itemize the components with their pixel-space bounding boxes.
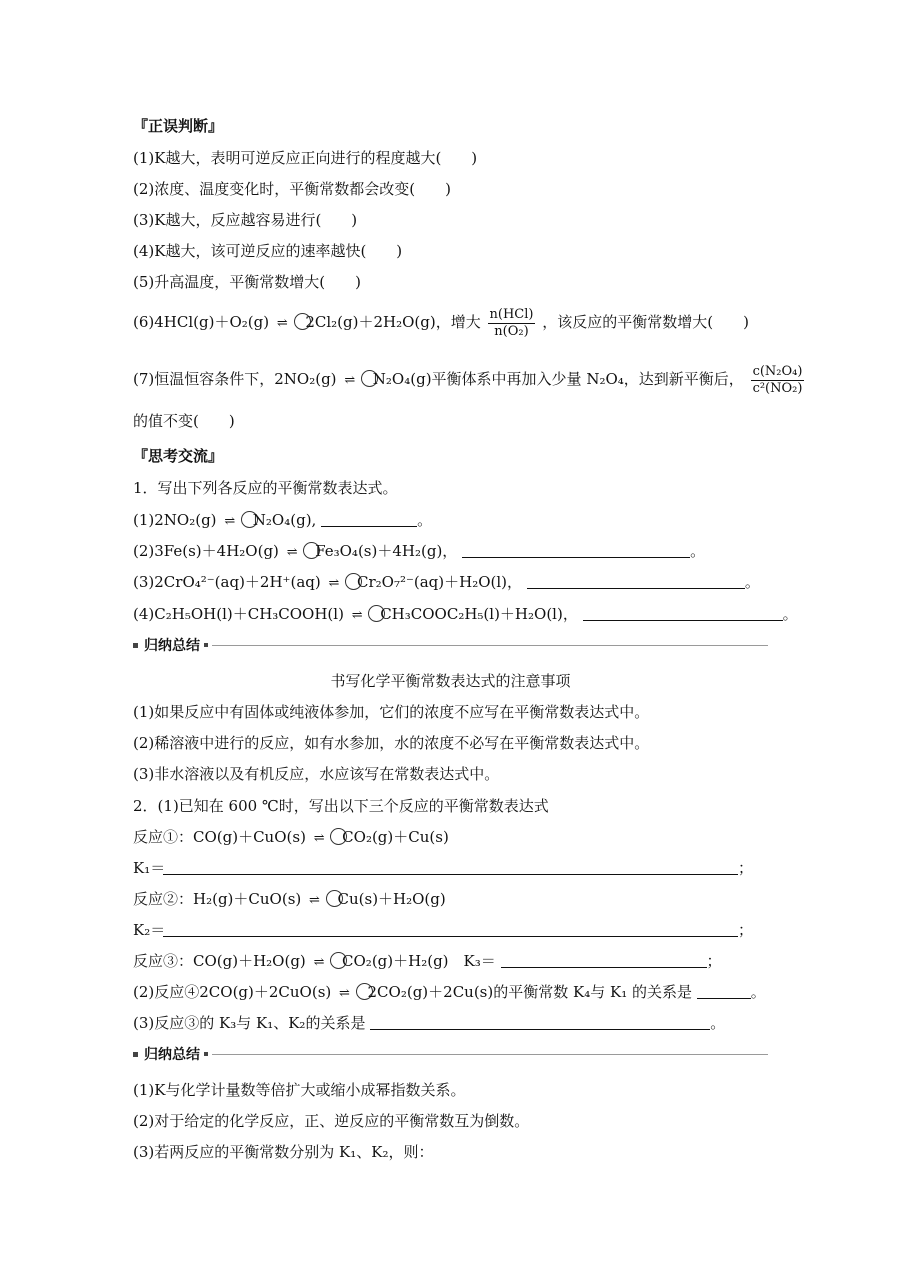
k3-relation-blank[interactable] xyxy=(370,1015,710,1030)
item6-suffix: ，该反应的平衡常数增大( ) xyxy=(542,313,749,331)
summary1-point-1: (1)如果反应中有固体或纯液体参加，它们的浓度不应写在平衡常数表达式中。 xyxy=(133,703,650,721)
divider xyxy=(212,1054,768,1055)
k1-answer-blank[interactable] xyxy=(163,874,738,875)
judgement-item-7 xyxy=(133,359,806,401)
q2-part-3 xyxy=(133,1013,725,1033)
square-bullet-icon xyxy=(204,643,208,647)
rx3-right: CO₂(g)＋H₂(g) K₃＝ xyxy=(342,952,496,970)
answer-blank[interactable] xyxy=(321,512,417,527)
judgement-item-2: (2)浓度、温度变化时，平衡常数都会改变( ) xyxy=(133,180,451,198)
answer-blank[interactable] xyxy=(527,574,745,589)
reaction-3 xyxy=(133,572,760,594)
q2-reaction-1 xyxy=(133,827,449,849)
equilibrium-arrow-icon: ⇌ xyxy=(313,831,323,846)
square-bullet-icon xyxy=(133,1052,138,1057)
period: 。 xyxy=(744,573,760,591)
section-title-judgement: 『正误判断』 xyxy=(133,117,224,135)
rx3-left: 反应③：CO(g)＋H₂O(g) xyxy=(133,952,306,970)
square-bullet-icon xyxy=(204,1052,208,1056)
semicolon: ； xyxy=(738,859,754,877)
fraction-numerator: n(HCl) xyxy=(489,306,534,322)
item6-product: 2Cl₂(g)＋2H₂O(g)，增大 xyxy=(305,313,481,331)
judgement-item-5: (5)升高温度，平衡常数增大( ) xyxy=(133,273,361,291)
summary-bar-1 xyxy=(133,635,768,655)
p2-left: (2)反应④2CO(g)＋2CuO(s) xyxy=(133,983,332,1001)
concentration-fraction xyxy=(751,364,805,397)
reaction-1-left: (1)2NO₂(g) xyxy=(133,511,217,529)
section-title-discussion: 『思考交流』 xyxy=(133,447,224,465)
summary-label: 归纳总结 xyxy=(144,1047,200,1063)
q2-reaction-3 xyxy=(133,951,722,973)
summary-label: 归纳总结 xyxy=(144,638,200,654)
reaction-1-right: N₂O₄(g), xyxy=(252,511,317,529)
judgement-item-3: (3)K越大，反应越容易进行( ) xyxy=(133,211,358,229)
reaction-4-left: (4)C₂H₅OH(l)＋CH₃COOH(l) xyxy=(133,605,344,623)
period: 。 xyxy=(710,1014,726,1032)
equilibrium-arrow-icon: ⇌ xyxy=(339,986,348,1001)
rx1-right: CO₂(g)＋Cu(s) xyxy=(342,828,449,846)
reaction-2-right: Fe₃O₄(s)＋4H₂(g)， xyxy=(315,542,458,560)
summary2-point-2: (2)对于给定的化学反应，正、逆反应的平衡常数互为倒数。 xyxy=(133,1112,530,1130)
rx2-right: Cu(s)＋H₂O(g) xyxy=(337,890,446,908)
p3-text: (3)反应③的 K₃与 K₁、K₂的关系是 xyxy=(133,1014,366,1032)
semicolon: ； xyxy=(706,952,722,970)
ratio-fraction xyxy=(488,307,536,340)
equilibrium-arrow-icon: ⇌ xyxy=(328,576,338,591)
reaction-4-right: CH₃COOC₂H₅(l)＋H₂O(l)， xyxy=(380,605,578,623)
judgement-item-6 xyxy=(133,303,749,343)
fraction-numerator: c(N₂O₄) xyxy=(752,363,803,379)
k4-answer-blank[interactable] xyxy=(697,984,751,999)
judgement-item-7-tail: 的值不变( ) xyxy=(133,412,235,430)
judgement-item-4: (4)K越大，该可逆反应的速率越快( ) xyxy=(133,242,403,260)
summary1-point-3: (3)非水溶液以及有机反应，水应该写在常数表达式中。 xyxy=(133,765,500,783)
summary2-point-1: (1)K与化学计量数等倍扩大或缩小成幂指数关系。 xyxy=(133,1081,466,1099)
equilibrium-arrow-icon: ⇌ xyxy=(351,608,361,623)
item7-product: N₂O₄(g)平衡体系中再加入少量 N₂O₄，达到新平衡后， xyxy=(372,370,744,388)
period: 。 xyxy=(690,542,706,560)
k3-answer-blank[interactable] xyxy=(501,953,707,968)
summary2-point-3: (3)若两反应的平衡常数分别为 K₁、K₂，则： xyxy=(133,1143,434,1161)
reaction-1 xyxy=(133,510,432,532)
question-1: 1．写出下列各反应的平衡常数表达式。 xyxy=(133,479,398,497)
k2-label: K₂＝ xyxy=(133,921,166,939)
semicolon: ； xyxy=(738,921,754,939)
equilibrium-arrow-icon: ⇌ xyxy=(344,373,354,388)
reaction-2 xyxy=(133,541,705,563)
reaction-3-right: Cr₂O₇²⁻(aq)＋H₂O(l)， xyxy=(356,573,523,591)
reaction-3-left: (3)2CrO₄²⁻(aq)＋2H⁺(aq) xyxy=(133,573,321,591)
period: 。 xyxy=(782,605,798,623)
judgement-item-1: (1)K越大，表明可逆反应正向进行的程度越大( ) xyxy=(133,149,478,167)
fraction-denominator: n(O₂) xyxy=(494,323,529,339)
summary-heading: 书写化学平衡常数表达式的注意事项 xyxy=(330,672,571,690)
equilibrium-arrow-icon: ⇌ xyxy=(276,316,286,331)
rx1-left: 反应①：CO(g)＋CuO(s) xyxy=(133,828,306,846)
square-bullet-icon xyxy=(133,643,138,648)
period: 。 xyxy=(417,511,433,529)
divider xyxy=(212,645,768,646)
equilibrium-arrow-icon: ⇌ xyxy=(309,893,318,908)
rx2-left: 反应②：H₂(g)＋CuO(s) xyxy=(133,890,302,908)
question-2-intro: 2．(1)已知在 600 ℃时，写出以下三个反应的平衡常数表达式 xyxy=(133,797,549,815)
equilibrium-arrow-icon: ⇌ xyxy=(313,955,323,970)
k2-answer-blank[interactable] xyxy=(163,936,738,937)
equilibrium-arrow-icon: ⇌ xyxy=(224,514,234,529)
reaction-4 xyxy=(133,604,798,626)
summary1-point-2: (2)稀溶液中进行的反应，如有水参加，水的浓度不必写在平衡常数表达式中。 xyxy=(133,734,650,752)
period: 。 xyxy=(750,983,766,1001)
item7-prefix: (7)恒温恒容条件下，2NO₂(g) xyxy=(133,370,337,388)
equilibrium-arrow-icon: ⇌ xyxy=(286,545,296,560)
q2-reaction-2 xyxy=(133,889,446,911)
item6-prefix: (6)4HCl(g)＋O₂(g) xyxy=(133,313,270,331)
answer-blank[interactable] xyxy=(462,543,690,558)
reaction-2-left: (2)3Fe(s)＋4H₂O(g) xyxy=(133,542,279,560)
fraction-denominator: c²(NO₂) xyxy=(752,380,803,396)
p2-right: 2CO₂(g)＋2Cu(s)的平衡常数 K₄与 K₁ 的关系是 xyxy=(367,983,692,1001)
summary-bar-2 xyxy=(133,1044,768,1064)
q2-part-2 xyxy=(133,982,766,1004)
answer-blank[interactable] xyxy=(583,606,783,621)
k1-label: K₁＝ xyxy=(133,859,166,877)
